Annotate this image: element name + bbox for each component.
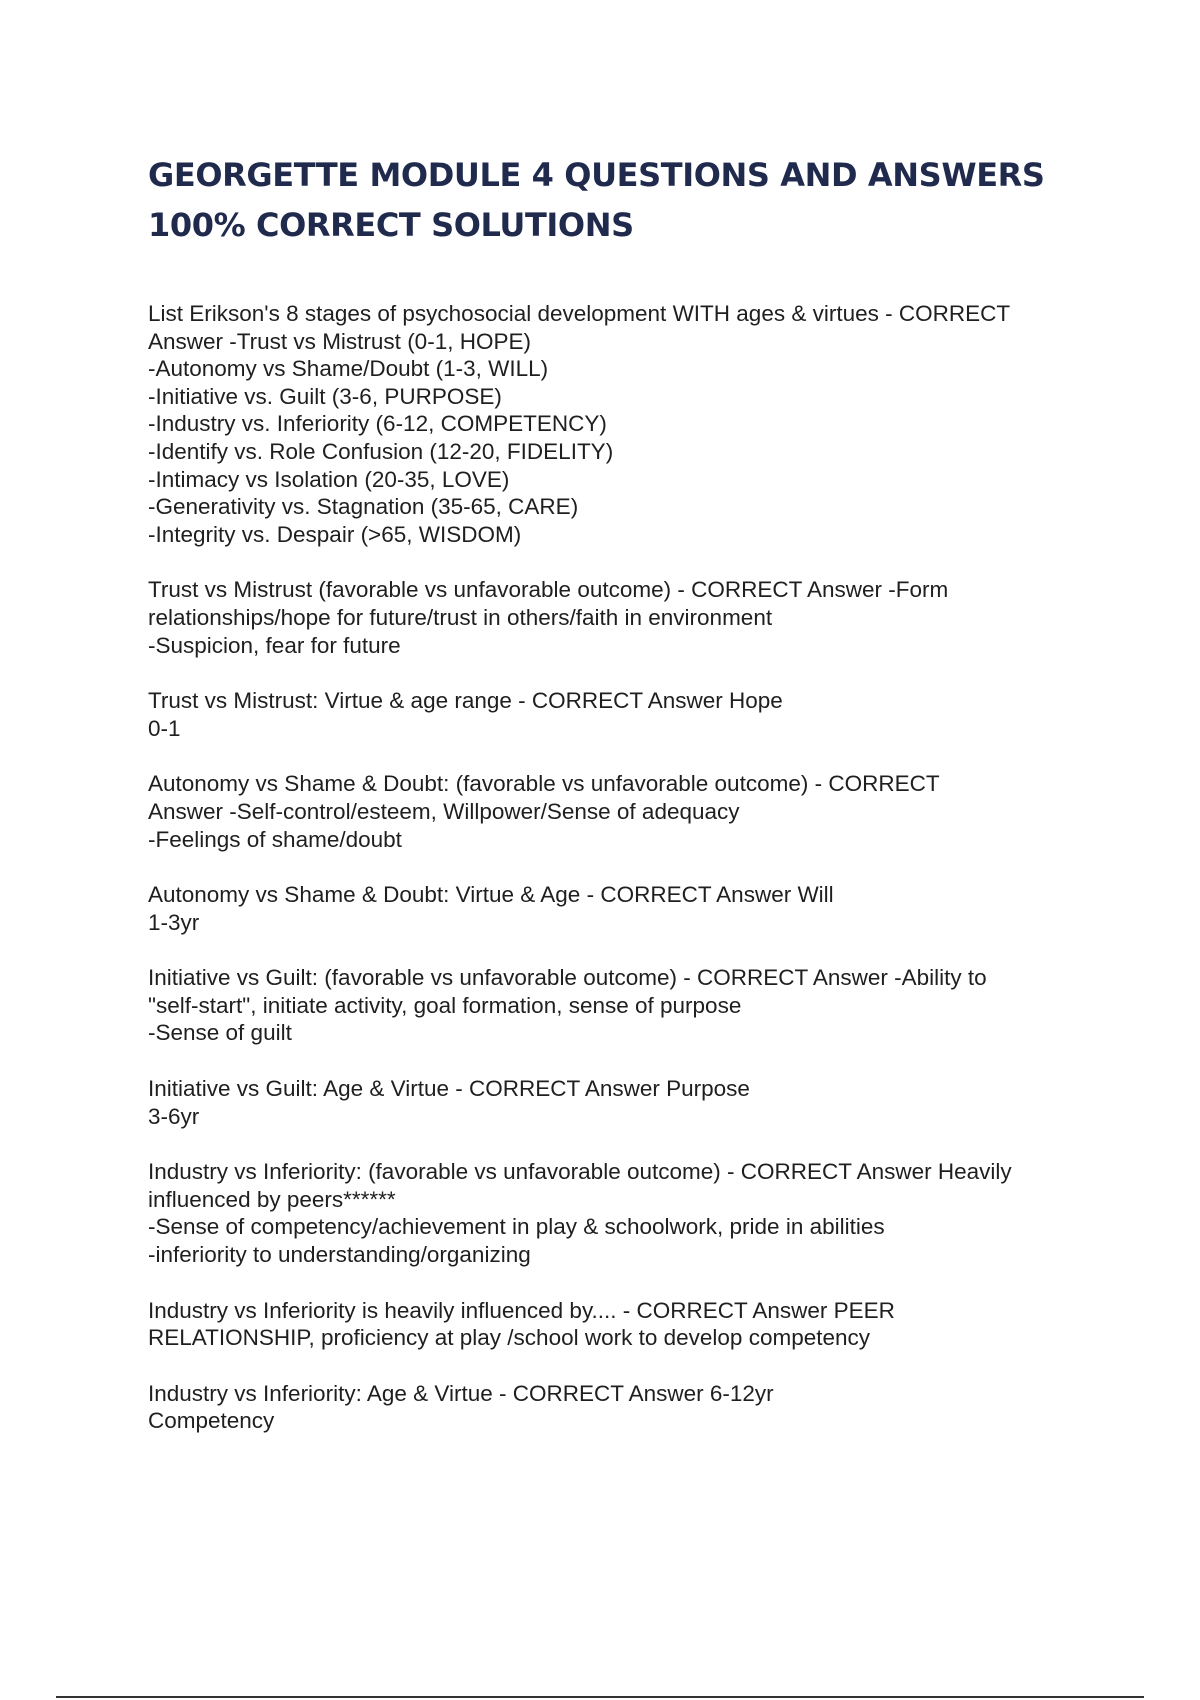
document-title xyxy=(148,150,1088,250)
qa-line: Autonomy vs Shame & Doubt: (favorable vs unfavorable outcome) - CORRECT xyxy=(148,771,940,797)
qa-line: -Feelings of shame/doubt xyxy=(148,826,402,852)
qa-block xyxy=(148,687,1088,742)
qa-line: 1-3yr xyxy=(148,909,200,935)
qa-line: Autonomy vs Shame & Doubt: Virtue & Age - CORRECT Answer Will xyxy=(148,882,834,908)
qa-list xyxy=(148,300,1088,1435)
qa-line: -Suspicion, fear for future xyxy=(148,632,401,658)
qa-line: Trust vs Mistrust (favorable vs unfavorable outcome) - CORRECT Answer -Form xyxy=(148,577,949,603)
qa-block xyxy=(148,881,1088,936)
qa-line: -Initiative vs. Guilt (3-6, PURPOSE) xyxy=(148,383,502,409)
qa-line: Trust vs Mistrust: Virtue & age range - CORRECT Answer Hope xyxy=(148,688,783,714)
qa-line: RELATIONSHIP, proficiency at play /school work to develop competency xyxy=(148,1325,870,1351)
qa-line: -Integrity vs. Despair (>65, WISDOM) xyxy=(148,521,522,547)
qa-line: 0-1 xyxy=(148,715,181,741)
qa-block xyxy=(148,1297,1088,1352)
qa-line: -inferiority to understanding/organizing xyxy=(148,1242,531,1268)
qa-line: -Identify vs. Role Confusion (12-20, FIDELITY) xyxy=(148,438,614,464)
qa-line: -Industry vs. Inferiority (6-12, COMPETENCY) xyxy=(148,411,607,437)
qa-line: influenced by peers****** xyxy=(148,1186,396,1212)
qa-line: List Erikson's 8 stages of psychosocial development WITH ages & virtues - CORRECT xyxy=(148,301,1011,326)
qa-line: "self-start", initiate activity, goal formation, sense of purpose xyxy=(148,992,742,1018)
qa-block xyxy=(148,576,1088,659)
qa-line: Industry vs Inferiority is heavily influenced by.... - CORRECT Answer PEER xyxy=(148,1297,895,1323)
qa-line: Competency xyxy=(148,1408,275,1434)
qa-block xyxy=(148,1158,1088,1268)
qa-line: -Generativity vs. Stagnation (35-65, CARE) xyxy=(148,494,579,520)
qa-line: Answer -Self-control/esteem, Willpower/Sense of adequacy xyxy=(148,798,740,824)
footer-divider xyxy=(56,1696,1144,1698)
qa-block xyxy=(148,300,1088,548)
qa-line: Initiative vs Guilt: Age & Virtue - CORRECT Answer Purpose xyxy=(148,1076,750,1102)
qa-line: Industry vs Inferiority: (favorable vs unfavorable outcome) - CORRECT Answer Heavily xyxy=(148,1159,1012,1185)
qa-block xyxy=(148,964,1088,1047)
qa-line: relationships/hope for future/trust in others/faith in environment xyxy=(148,604,773,630)
document-content xyxy=(148,150,1088,1463)
qa-line: -Sense of competency/achievement in play & schoolwork, pride in abilities xyxy=(148,1214,885,1240)
title-line-1: GEORGETTE MODULE 4 QUESTIONS AND ANSWERS xyxy=(148,156,1045,194)
qa-line: -Intimacy vs Isolation (20-35, LOVE) xyxy=(148,466,510,492)
qa-line: -Sense of guilt xyxy=(148,1020,292,1046)
qa-line: Answer -Trust vs Mistrust (0-1, HOPE) xyxy=(148,328,531,354)
qa-block xyxy=(148,1075,1088,1130)
qa-block xyxy=(148,770,1088,853)
qa-line: 3-6yr xyxy=(148,1103,200,1129)
qa-block xyxy=(148,1380,1088,1435)
title-line-2: 100% CORRECT SOLUTIONS xyxy=(148,206,634,244)
qa-line: -Autonomy vs Shame/Doubt (1-3, WILL) xyxy=(148,356,549,382)
qa-line: Initiative vs Guilt: (favorable vs unfavorable outcome) - CORRECT Answer -Ability to xyxy=(148,965,987,991)
qa-line: Industry vs Inferiority: Age & Virtue - CORRECT Answer 6-12yr xyxy=(148,1380,774,1406)
